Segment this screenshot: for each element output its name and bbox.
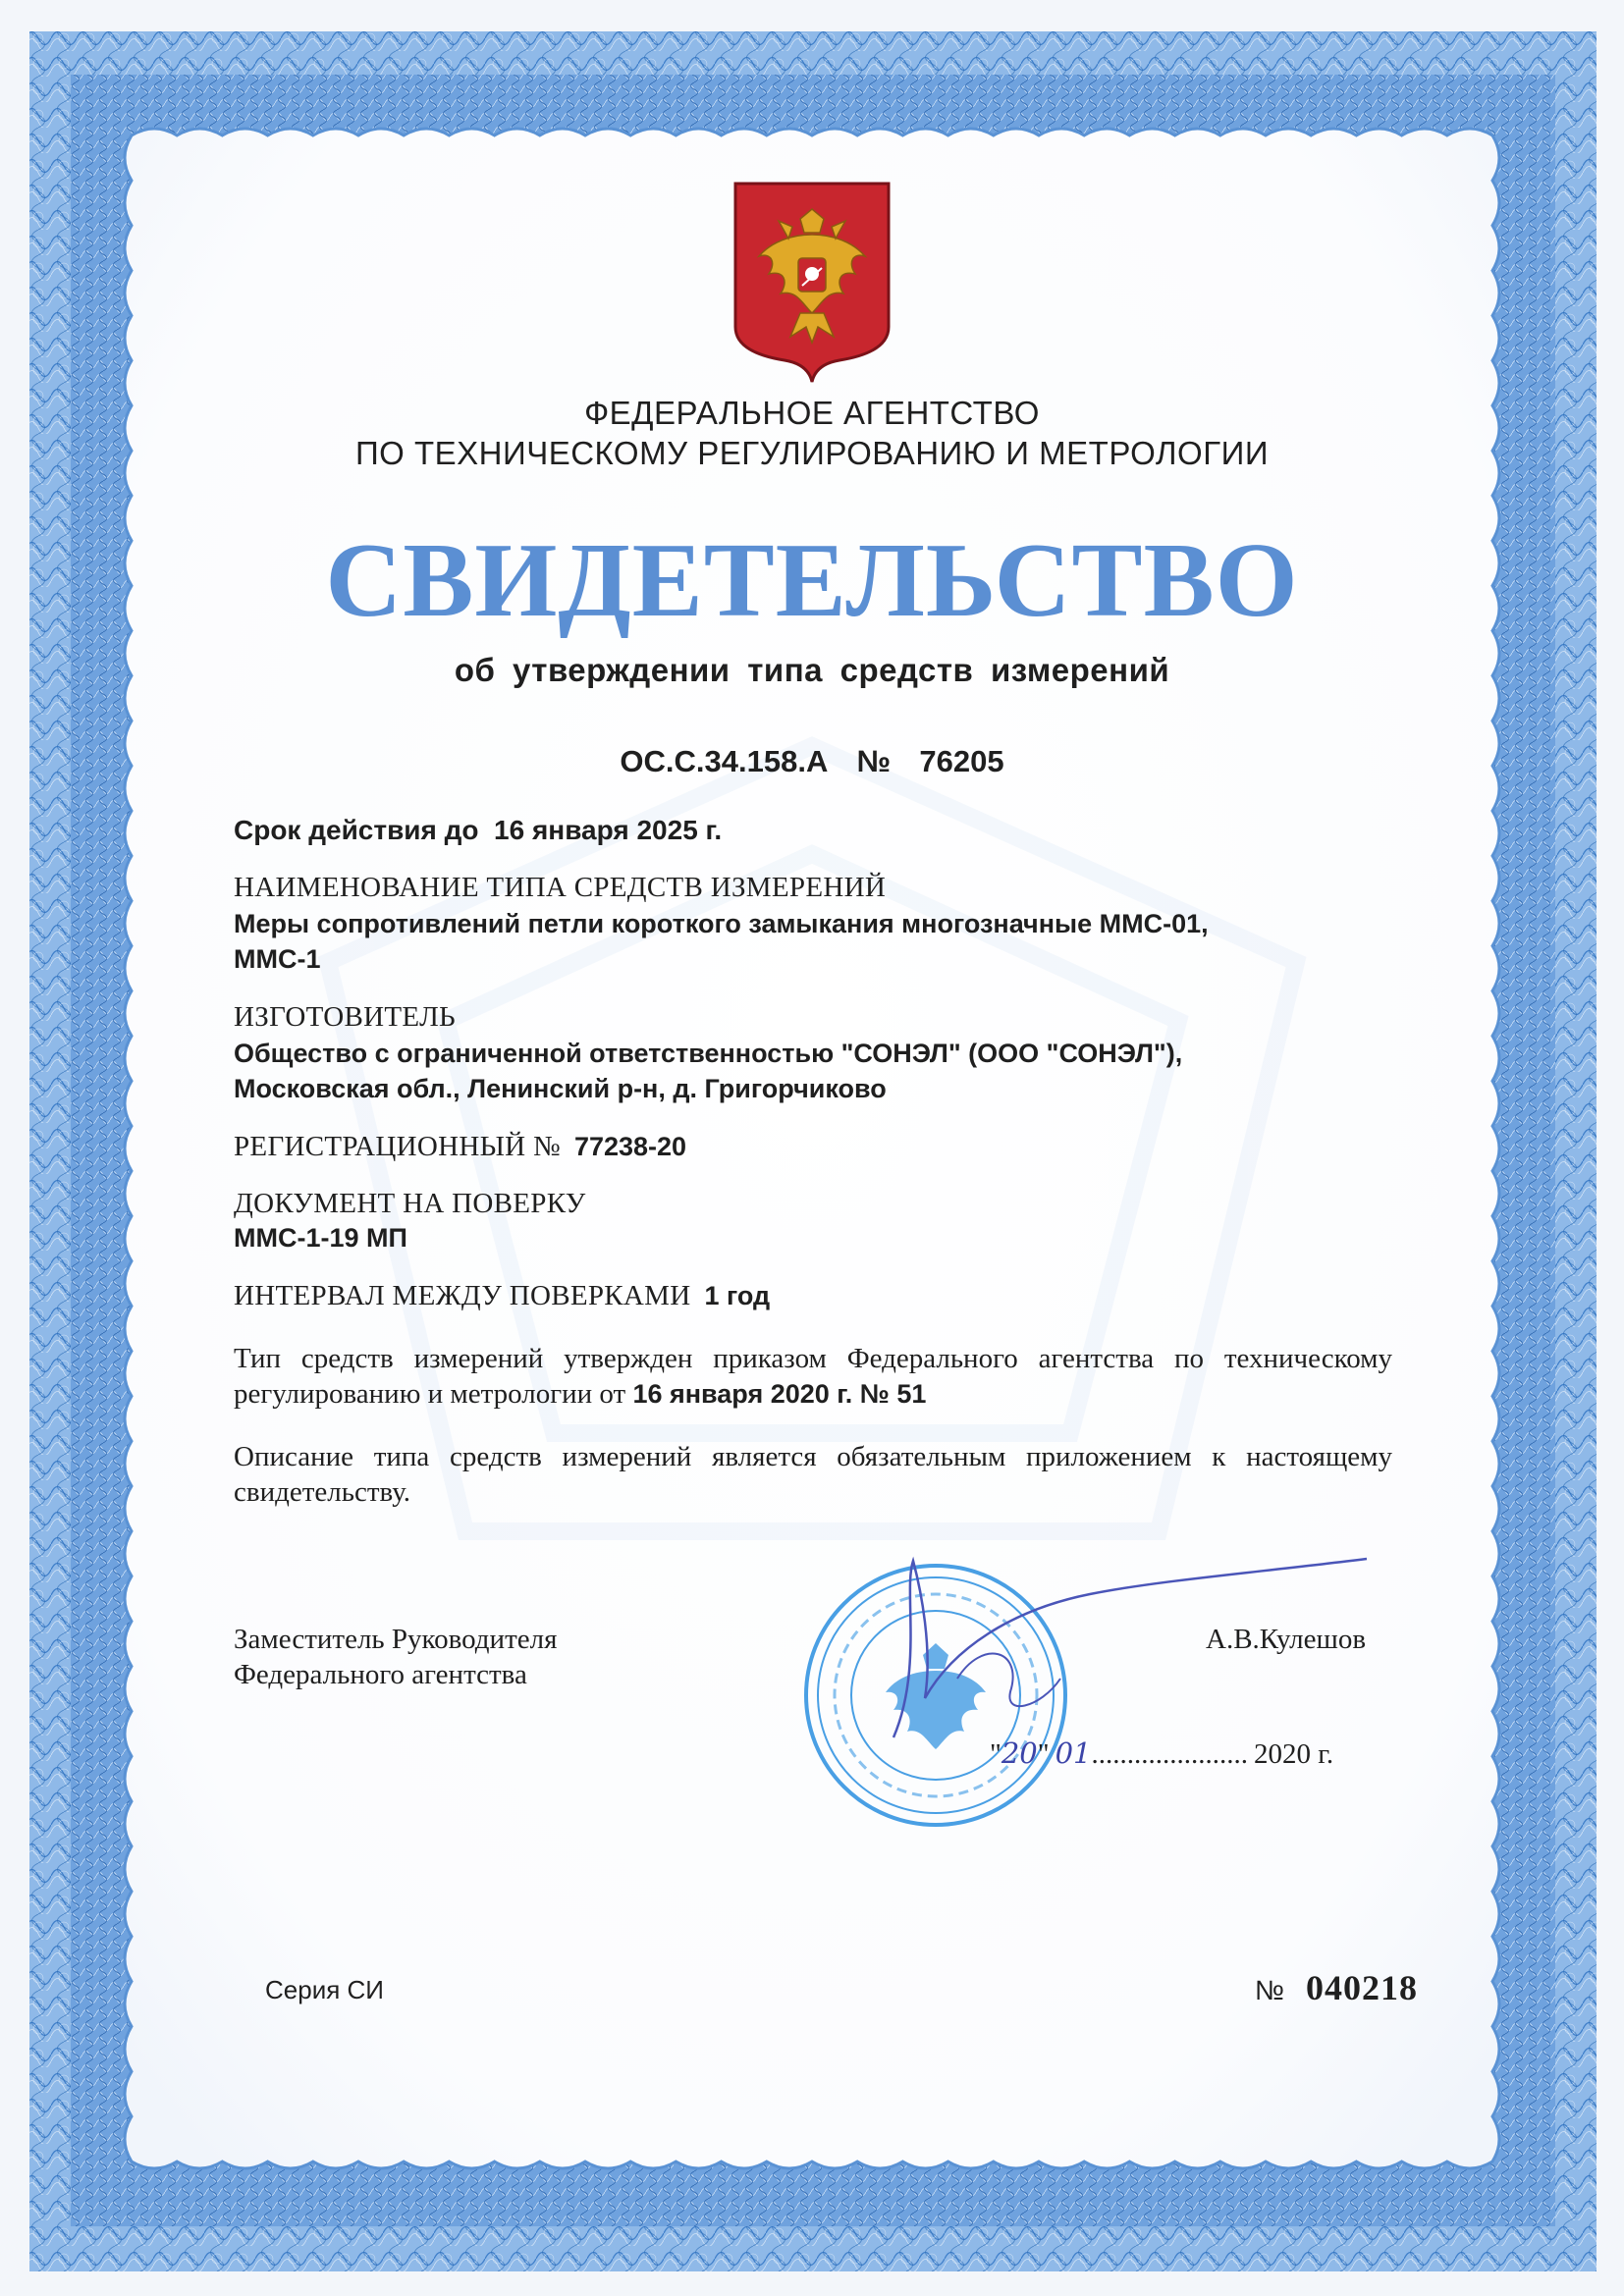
date-open-quote: ": [990, 1738, 1001, 1770]
type-name-label: НАИМЕНОВАНИЕ ТИПА СРЕДСТВ ИЗМЕРЕНИЙ: [234, 872, 887, 903]
approval-order: 16 января 2020 г. № 51: [632, 1379, 927, 1409]
form-number: 040218: [1306, 1968, 1419, 2007]
handwritten-signature-icon: [864, 1531, 1375, 1757]
type-name-line-2: ММС-1: [234, 944, 321, 974]
signer-name: А.В.Кулешов: [1206, 1624, 1367, 1655]
coat-of-arms-icon: [731, 180, 893, 386]
document-title: СВИДЕТЕЛЬСТВО: [325, 522, 1299, 639]
signer-position: [234, 1622, 557, 1692]
date-dots: ......................: [1091, 1738, 1248, 1770]
manufacturer-line-2: Московская обл., Ленинский р-н, д. Григорчиково: [234, 1074, 887, 1103]
form-number-sign: №: [1255, 1975, 1285, 2005]
form-number-row: [1255, 1967, 1418, 2008]
manufacturer-line-1: Общество с ограниченной ответственностью "СОНЭЛ" (ООО "СОНЭЛ"),: [234, 1039, 1183, 1068]
agency-line-2: ПО ТЕХНИЧЕСКОМУ РЕГУЛИРОВАНИЮ И МЕТРОЛОГИИ: [354, 435, 1270, 471]
verification-doc-value: ММС-1-19 МП: [234, 1223, 407, 1253]
date-year: 2020 г.: [1254, 1738, 1334, 1770]
agency-line-1: ФЕДЕРАЛЬНОЕ АГЕНТСТВО: [584, 395, 1040, 431]
certificate-number: ОС.С.34.158.А № 76205: [620, 744, 1004, 778]
approval-text: Тип средств измерений утвержден приказом Федерального агентства по техническому регулированию и метрологии от: [234, 1343, 1392, 1410]
date-month: 01: [1055, 1736, 1092, 1770]
interval-value: 1 год: [704, 1281, 771, 1310]
verification-doc-label: ДОКУМЕНТ НА ПОВЕРКУ: [234, 1188, 586, 1219]
approval-paragraph: [234, 1341, 1392, 1412]
manufacturer-label: ИЗГОТОВИТЕЛЬ: [234, 1001, 456, 1033]
registration-label: РЕГИСТРАЦИОННЫЙ №: [234, 1131, 561, 1162]
description-paragraph: Описание типа средств измерений является обязательным приложением к настоящему свидетельству.: [234, 1441, 1392, 1508]
date-day: 20: [1001, 1736, 1038, 1770]
interval-label: ИНТЕРВАЛ МЕЖДУ ПОВЕРКАМИ: [234, 1280, 691, 1311]
signature-date: [990, 1735, 1333, 1772]
validity-period: Срок действия до 16 января 2025 г.: [234, 815, 723, 845]
type-name-line-1: Меры сопротивлений петли короткого замыкания многозначные ММС-01,: [234, 909, 1209, 938]
signer-position-line-2: Федерального агентства: [234, 1659, 527, 1690]
signer-position-line-1: Заместитель Руководителя: [234, 1624, 558, 1655]
registration-value: 77238-20: [573, 1132, 687, 1161]
date-close-quote: ": [1037, 1738, 1050, 1770]
interval-row: [234, 1280, 1392, 1312]
registration-row: [234, 1131, 1392, 1163]
series-label: Серия СИ: [265, 1975, 384, 2004]
document-subtitle: об утверждении типа средств измерений: [454, 652, 1170, 688]
